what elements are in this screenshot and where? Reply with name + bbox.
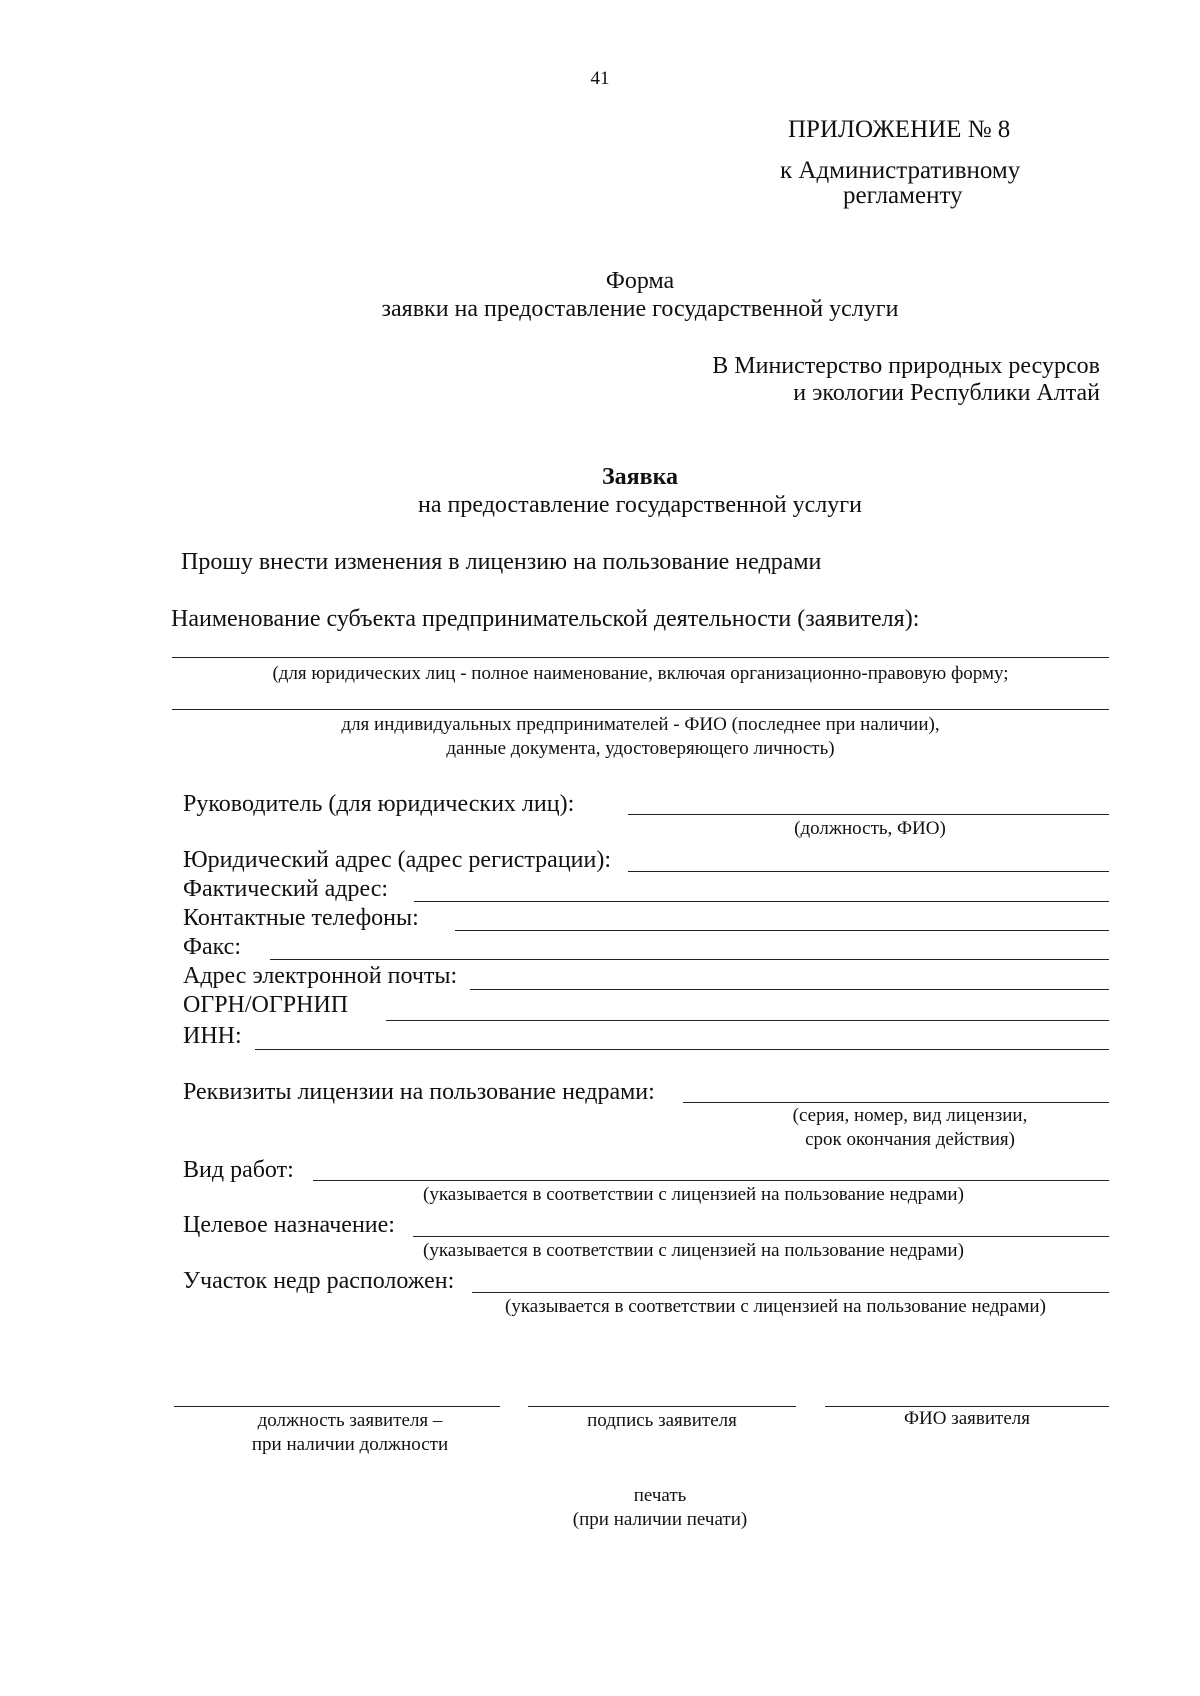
- work-type-hint: (указывается в соответствии с лицензией на пользование недрами): [423, 1184, 964, 1205]
- applicant-hint-2: для индивидуальных предпринимателей - ФИО (последнее при наличии),: [341, 714, 940, 735]
- actual-address-line[interactable]: [414, 901, 1109, 902]
- applicant-hint-1: (для юридических лиц - полное наименование, включая организационно-правовую форму;: [272, 663, 1009, 684]
- name-signature-line[interactable]: [825, 1406, 1109, 1407]
- license-hint-2: срок окончания действия): [805, 1129, 1015, 1150]
- appendix-title: ПРИЛОЖЕНИЕ № 8: [788, 116, 1011, 143]
- license-hint-1: (серия, номер, вид лицензии,: [792, 1105, 1028, 1126]
- fax-line[interactable]: [270, 959, 1109, 960]
- work-type-label: Вид работ:: [183, 1157, 294, 1183]
- phones-label: Контактные телефоны:: [183, 905, 419, 931]
- actual-address-label: Фактический адрес:: [183, 876, 389, 902]
- applicant-name-line-2[interactable]: [172, 709, 1109, 710]
- work-type-line[interactable]: [313, 1180, 1109, 1181]
- applicant-label: Наименование субъекта предпринимательской деятельности (заявителя):: [171, 606, 920, 632]
- license-label: Реквизиты лицензии на пользование недрами:: [183, 1079, 655, 1105]
- purpose-hint: (указывается в соответствии с лицензией на пользование недрами): [423, 1240, 964, 1261]
- legal-address-line[interactable]: [628, 871, 1109, 872]
- location-label: Участок недр расположен:: [183, 1268, 455, 1294]
- request-text: Прошу внести изменения в лицензию на пользование недрами: [181, 549, 822, 575]
- stamp-caption-2: (при наличии печати): [572, 1509, 748, 1530]
- ogrn-label: ОГРН/ОГРНИП: [183, 992, 349, 1018]
- phones-line[interactable]: [455, 930, 1109, 931]
- addressee-line-1: В Министерство природных ресурсов: [712, 353, 1100, 379]
- sign-caption: подпись заявителя: [587, 1410, 737, 1431]
- sign-signature-line[interactable]: [528, 1406, 796, 1407]
- form-caption-line-2: заявки на предоставление государственной услуги: [381, 296, 899, 322]
- form-caption-line-1: Форма: [605, 268, 675, 294]
- inn-label: ИНН:: [183, 1023, 242, 1049]
- ogrn-line[interactable]: [386, 1020, 1109, 1021]
- fax-label: Факс:: [183, 934, 241, 960]
- stamp-caption-1: печать: [633, 1485, 687, 1506]
- head-hint: (должность, ФИО): [794, 818, 946, 839]
- document-title: Заявка: [601, 464, 679, 490]
- document-subtitle: на предоставление государственной услуги: [418, 492, 862, 518]
- position-caption-1: должность заявителя –: [257, 1410, 443, 1431]
- name-caption: ФИО заявителя: [904, 1408, 1030, 1429]
- applicant-hint-3: данные документа, удостоверяющего личность): [446, 738, 835, 759]
- position-signature-line[interactable]: [174, 1406, 500, 1407]
- addressee-line-2: и экологии Республики Алтай: [793, 380, 1100, 406]
- purpose-line[interactable]: [413, 1236, 1109, 1237]
- appendix-line-2: регламенту: [843, 182, 963, 209]
- appendix-line-1: к Административному: [780, 157, 1021, 184]
- position-caption-2: при наличии должности: [251, 1434, 449, 1455]
- legal-address-label: Юридический адрес (адрес регистрации):: [183, 847, 612, 873]
- head-input-line[interactable]: [628, 814, 1109, 815]
- page-number: 41: [590, 68, 610, 89]
- purpose-label: Целевое назначение:: [183, 1212, 395, 1238]
- email-label: Адрес электронной почты:: [183, 963, 458, 989]
- head-label: Руководитель (для юридических лиц):: [183, 791, 575, 817]
- license-line[interactable]: [683, 1102, 1109, 1103]
- email-line[interactable]: [470, 989, 1109, 990]
- inn-line[interactable]: [255, 1049, 1109, 1050]
- location-hint: (указывается в соответствии с лицензией на пользование недрами): [505, 1296, 1046, 1317]
- location-line[interactable]: [472, 1292, 1109, 1293]
- applicant-name-line-1[interactable]: [172, 657, 1109, 658]
